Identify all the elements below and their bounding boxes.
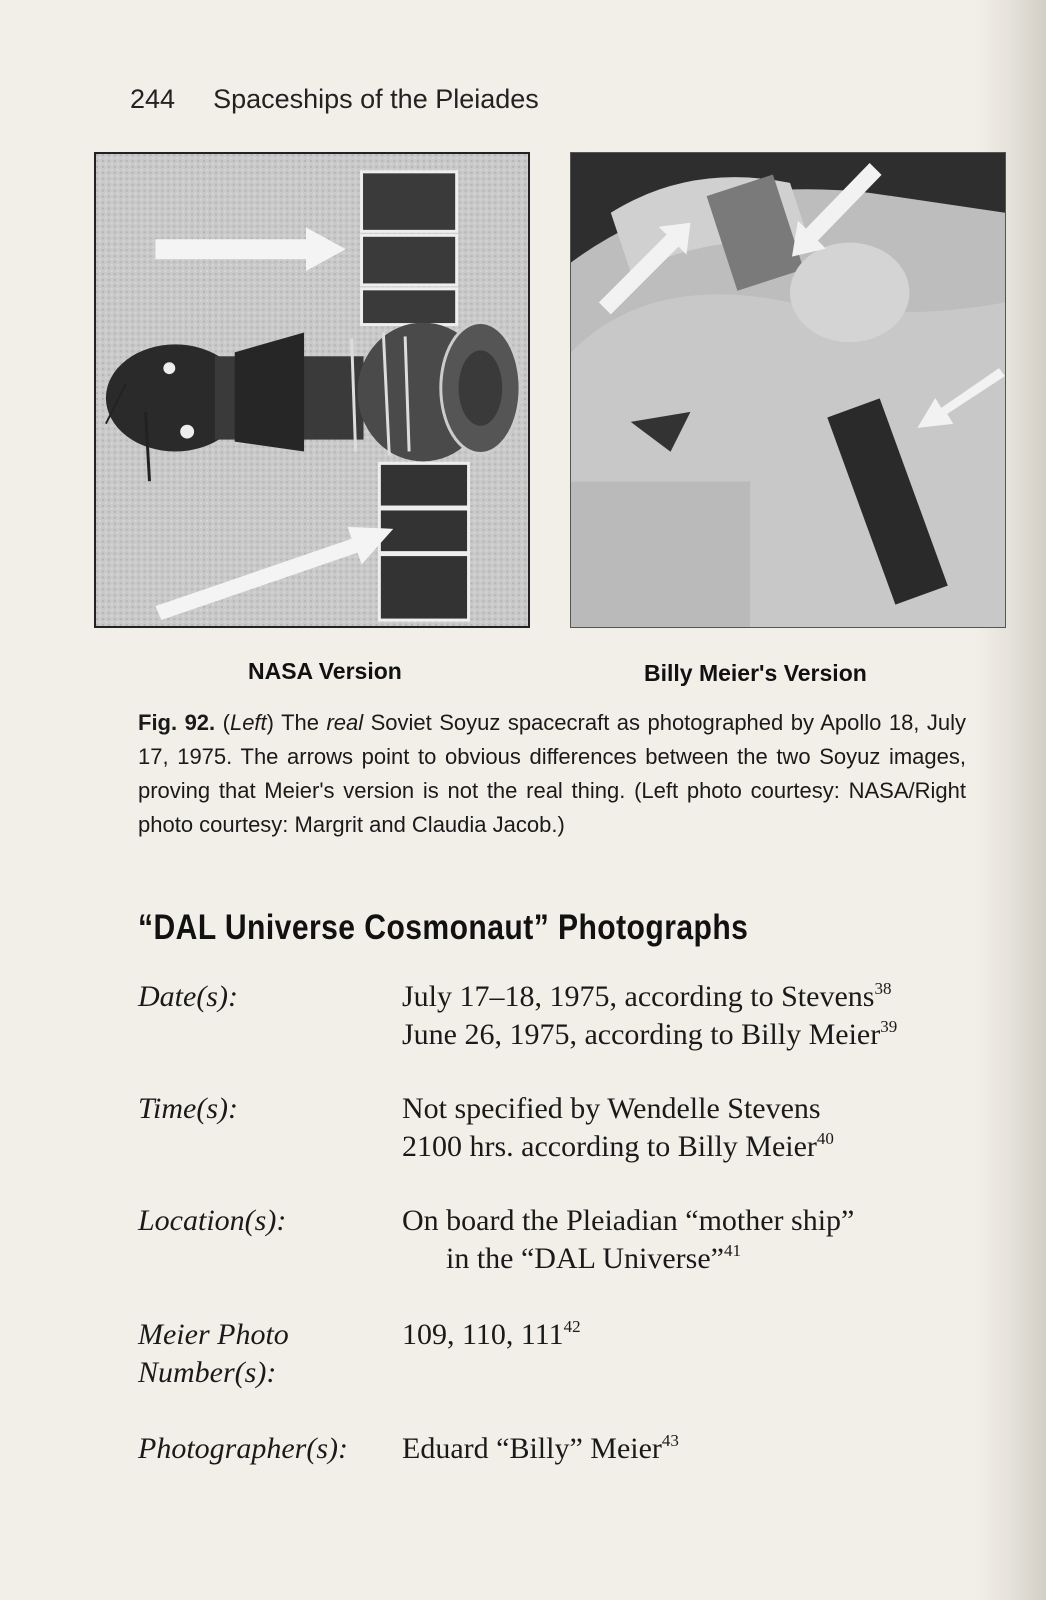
caption-text-1: The [281, 710, 319, 735]
caption-real: real [326, 710, 364, 735]
footnote-ref: 42 [563, 1317, 581, 1336]
value-line: in the “DAL Universe” [446, 1242, 724, 1275]
row-label: Time(s): [138, 1092, 238, 1125]
row-label-line: Number(s): [138, 1356, 277, 1389]
figure-caption: Fig. 92. (Left) The real Soviet Soyuz spacecraft as photographed by Apollo 18, July 17, 1975. The arrows point to obvious differences between the two Soyuz images, proving that Meier's version is not the real thing. (Left photo courtesy: NASA/Right photo courtesy: Margrit and Claudia Jacob.) [138, 710, 966, 837]
section-title: “DAL Universe Cosmonaut” Photographs [138, 908, 749, 947]
row-value [402, 1316, 962, 1354]
running-header [130, 84, 539, 115]
footnote-ref: 39 [880, 1017, 898, 1036]
row-label: Location(s): [138, 1204, 287, 1237]
row-value [402, 1202, 962, 1278]
row-value [402, 1430, 962, 1468]
row-label-line: Meier Photo [138, 1318, 289, 1351]
value-line: 109, 110, 111 [402, 1318, 564, 1351]
meier-version-photo [570, 152, 1006, 628]
value-line: June 26, 1975, according to Billy Meier [402, 1018, 881, 1051]
value-line: 2100 hrs. according to Billy Meier [402, 1130, 817, 1163]
footnote-ref: 38 [874, 979, 892, 998]
row-label: Date(s): [138, 980, 238, 1013]
caption-left-note: Left [229, 710, 267, 735]
value-line: On board the Pleiadian “mother ship” [402, 1204, 855, 1237]
meier-version-label: Billy Meier's Version [644, 660, 867, 686]
nasa-version-label: NASA Version [248, 658, 402, 684]
row-value [402, 978, 962, 1054]
footnote-ref: 41 [723, 1241, 741, 1260]
page-number: 244 [130, 84, 176, 114]
figure-number: Fig. 92. [138, 710, 216, 735]
value-line: Eduard “Billy” Meier [402, 1432, 662, 1465]
value-line: July 17–18, 1975, according to Stevens [402, 980, 875, 1013]
row-label: Photographer(s): [138, 1432, 348, 1465]
row-value [402, 1090, 962, 1166]
footnote-ref: 40 [816, 1129, 834, 1148]
caption-text-2: Soviet Soyuz spacecraft as photographed by Apollo 18, July 17, 1975. The arrows point to obvious differences between the two Soyuz images, proving that Meier's version is not the real thing. (Left photo courtesy: NASA/Right photo courtesy: Margrit and Claudia Jacob.) [138, 710, 966, 837]
value-line: Not specified by Wendelle Stevens [402, 1092, 821, 1125]
nasa-soyuz-photo [94, 152, 530, 628]
running-title: Spaceships of the Pleiades [213, 84, 539, 114]
row-label [138, 1316, 378, 1392]
footnote-ref: 43 [661, 1431, 679, 1450]
